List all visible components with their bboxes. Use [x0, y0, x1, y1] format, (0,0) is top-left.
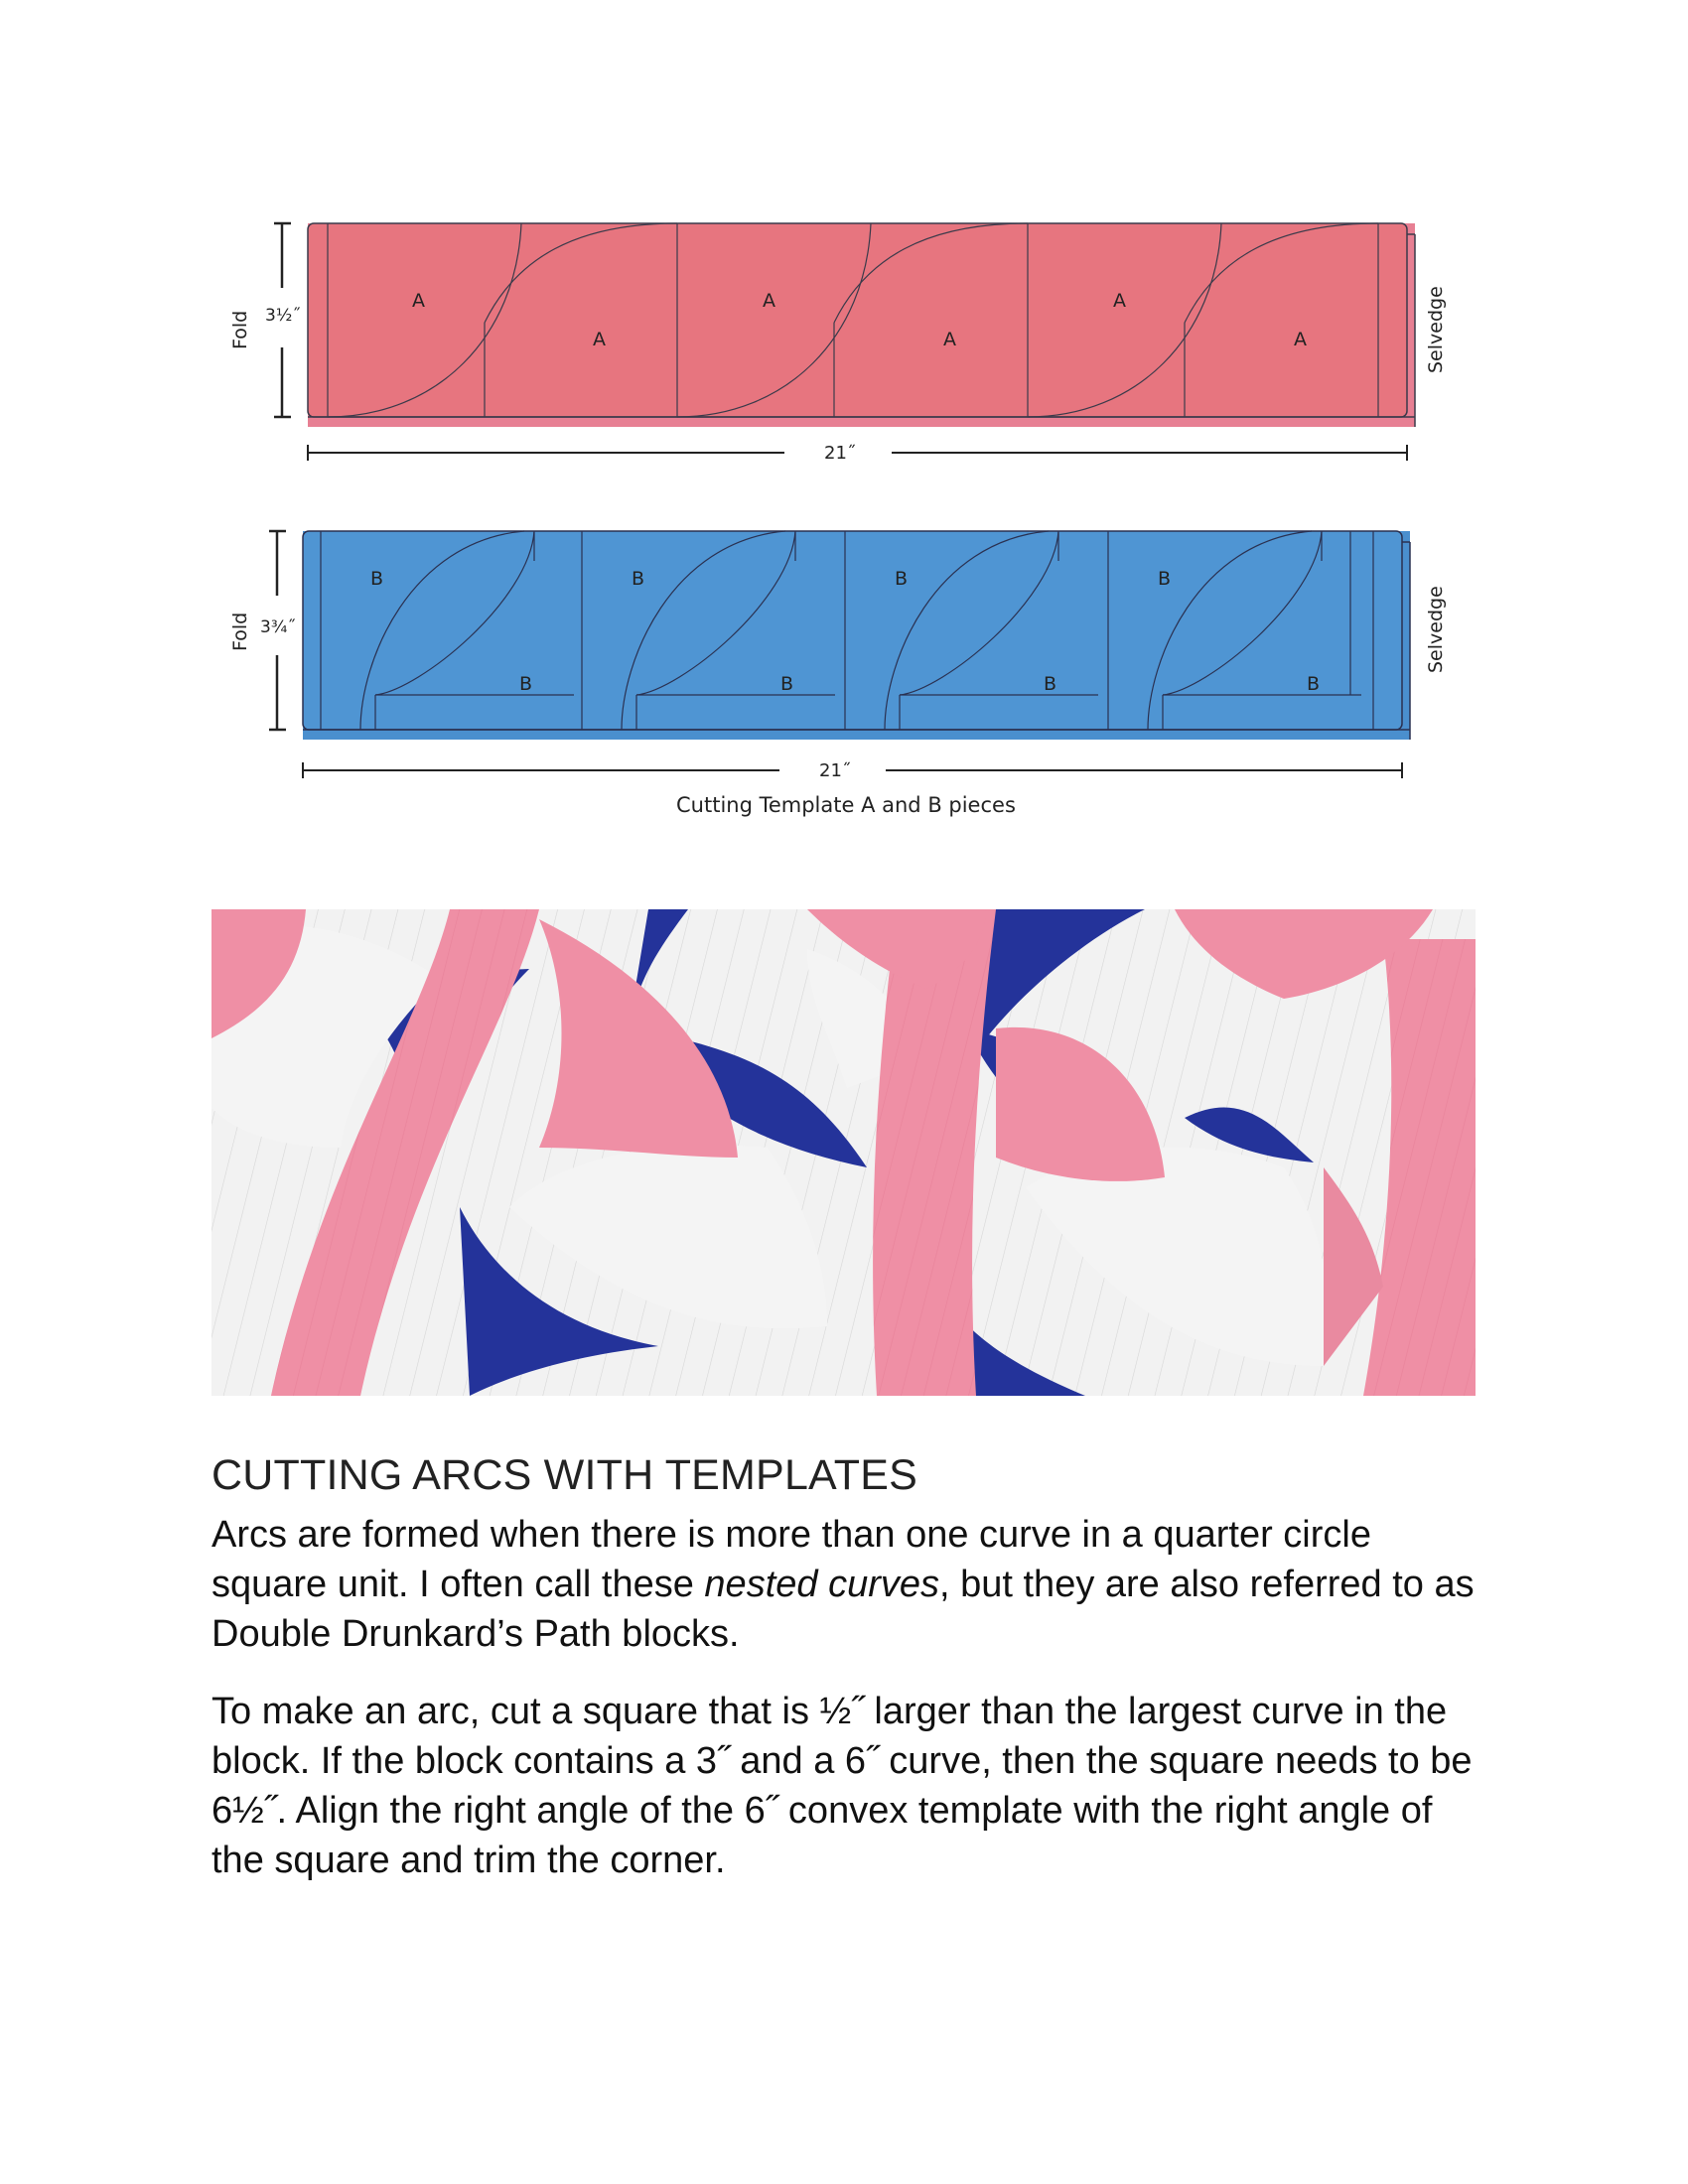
piece-label-a: A	[1294, 329, 1307, 350]
para1-italic: nested curves	[704, 1564, 939, 1605]
para1-after: , but they are also referred to as Double Drunkard’s Path blocks.	[211, 1564, 1475, 1655]
piece-label-b: B	[519, 673, 533, 695]
para1-before: Arcs are formed when there is more than one curve in a quarter circle square unit. I often call these	[211, 1514, 1371, 1605]
height-label-a: 3½˝	[265, 306, 301, 326]
piece-label-b: B	[1044, 673, 1057, 695]
strip-b	[303, 531, 1410, 740]
piece-label-b: B	[1307, 673, 1321, 695]
fold-label-b: Fold	[229, 612, 251, 651]
quilt-photo	[211, 909, 1476, 1396]
diagram-caption: Cutting Template A and B pieces	[676, 793, 1016, 817]
piece-label-b: B	[370, 568, 384, 590]
strip-a-fill	[308, 223, 1407, 417]
strip-b-fill	[303, 531, 1402, 730]
piece-label-a: A	[412, 290, 425, 312]
piece-label-a: A	[763, 290, 775, 312]
piece-label-a: A	[593, 329, 606, 350]
width-label-b: 21˝	[819, 760, 851, 781]
piece-label-a: A	[1113, 290, 1126, 312]
width-label-a: 21˝	[824, 443, 856, 464]
paragraph-make-arc: To make an arc, cut a square that is ½˝ larger than the largest curve in the block. If the block contains a 3˝ and a 6˝ curve, then the square needs to be 6½˝. Align the right angle of the 6˝ convex template with the right angle of the square and trim the corner.	[211, 1691, 1473, 1881]
piece-label-b: B	[1158, 568, 1172, 590]
article-text	[211, 1451, 1492, 1913]
cutting-template-diagram	[199, 199, 1489, 834]
strip-a	[308, 223, 1415, 427]
piece-label-b: B	[780, 673, 794, 695]
width-marker-b	[303, 760, 1402, 781]
piece-label-b: B	[895, 568, 909, 590]
piece-label-a: A	[943, 329, 956, 350]
section-heading: CUTTING ARCS WITH TEMPLATES	[211, 1451, 917, 1499]
selvedge-label-a: Selvedge	[1425, 286, 1447, 373]
piece-label-b: B	[632, 568, 645, 590]
paragraph-arcs	[211, 1510, 1492, 1659]
fold-label-a: Fold	[229, 310, 251, 349]
height-label-b: 3¾˝	[260, 617, 296, 637]
width-marker-a	[308, 443, 1407, 464]
selvedge-label-b: Selvedge	[1425, 586, 1447, 673]
